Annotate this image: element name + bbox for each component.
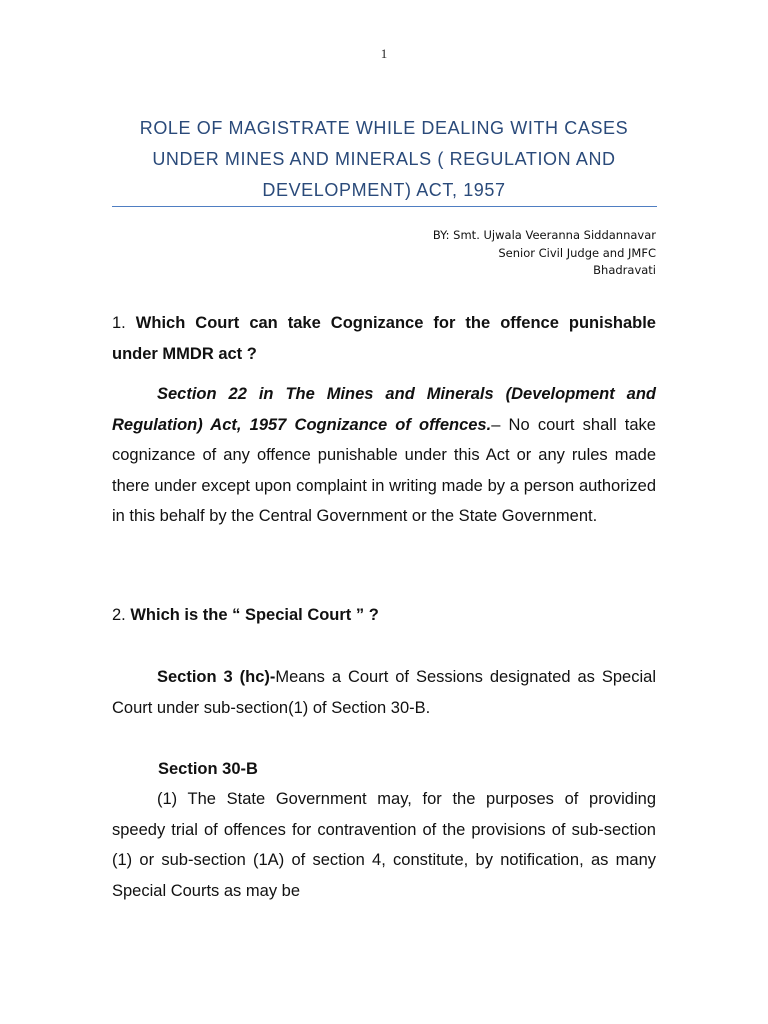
section-22-body: – No court shall take cognizance of any offence punishable under this Act or any rules made there under except upon complaint in writing made by a person authorized in this behalf by the Central Government or the State Government. [112, 415, 656, 526]
title-line-1: ROLE OF MAGISTRATE WHILE DEALING WITH CASES [139, 118, 629, 138]
document-title [112, 113, 656, 206]
section-30b-body: (1) The State Government may, for the purposes of providing speedy trial of offences for contravention of the provisions of sub-section (1) or sub-section (1A) of section 4, constitute, by notification, as many Special Courts as may be [112, 790, 656, 900]
title-divider [112, 206, 657, 207]
page-number: 1 [380, 46, 388, 61]
question-2-text: Which is the “ Special Court ” ? [130, 606, 379, 624]
question-2-number: 2. [112, 606, 126, 624]
byline-author: BY: Smt. Ujwala Veeranna Siddannavar [432, 228, 656, 242]
section-3-heading: Section 3 (hc)- [157, 668, 276, 686]
section-22-heading: Section 22 in The Mines and Minerals (Development and Regulation) Act, 1957 Cognizance of offences. [112, 385, 656, 434]
title-line-2: UNDER MINES AND MINERALS ( REGULATION AND [152, 149, 616, 169]
section-3-paragraph [112, 662, 656, 723]
section-3-body: Means a Court of Sessions designated as Special Court under sub-section(1) of Section 30-B. [112, 668, 656, 717]
section-22-paragraph [112, 379, 656, 532]
section-30b-paragraph [112, 784, 656, 906]
question-2 [112, 600, 656, 631]
title-line-3: DEVELOPMENT) ACT, 1957 [262, 180, 506, 200]
question-1 [112, 308, 656, 370]
question-1-text: Which Court can take Cognizance for the offence punishable under MMDR act ? [112, 314, 656, 363]
byline-place: Bhadravati [593, 263, 656, 277]
question-1-number: 1. [112, 314, 126, 332]
author-byline [433, 227, 656, 280]
byline-designation: Senior Civil Judge and JMFC [498, 245, 656, 260]
section-30b-heading: Section 30-B [158, 760, 258, 778]
